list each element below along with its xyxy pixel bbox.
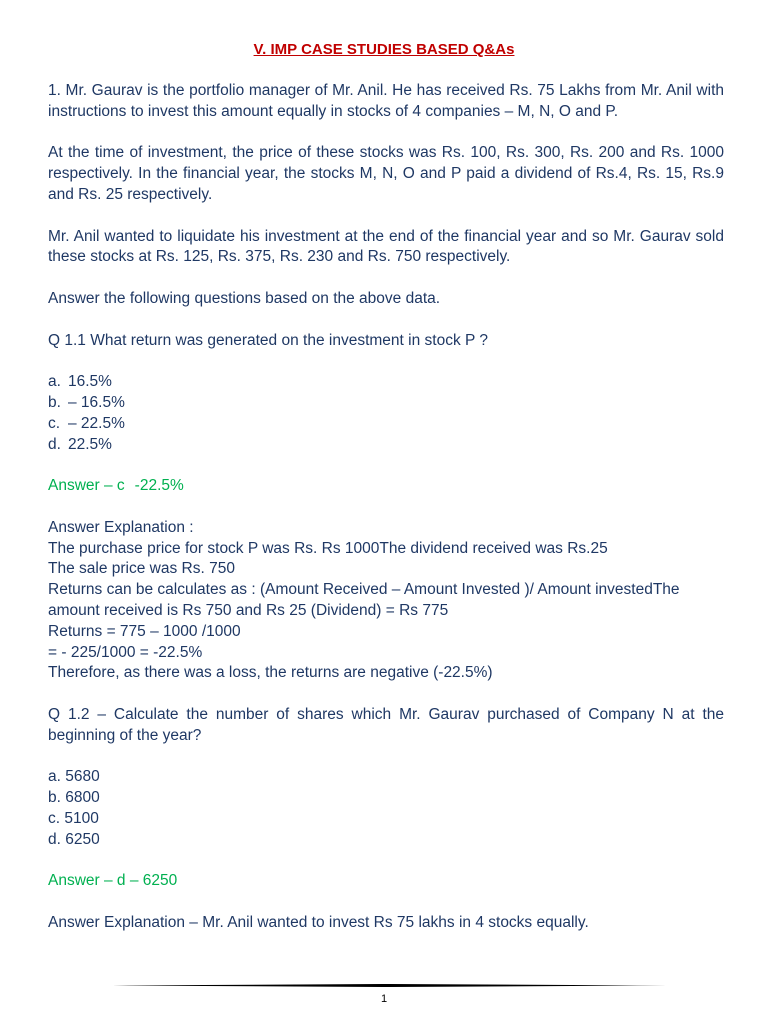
intro-paragraph-4: Answer the following questions based on the above data. — [48, 289, 441, 307]
option-label: b. — [48, 393, 61, 411]
footer-divider — [112, 984, 668, 987]
option-text: – 22.5% — [68, 414, 125, 432]
question-1-2: Q 1.2 – Calculate the number of shares which Mr. Gaurav purchased of Company N at the beginning of the year? — [48, 705, 724, 744]
question-1-2-options — [48, 767, 724, 850]
intro-paragraph-3: Mr. Anil wanted to liquidate his investment at the end of the financial year and so Mr. Gaurav sold these stocks at Rs. 125, Rs. 375, Rs. 230 and Rs. 750 respectively. — [48, 227, 724, 266]
question-1-1: Q 1.1 What return was generated on the investment in stock P ? — [48, 331, 488, 349]
document-body — [48, 81, 724, 934]
question-1-1-options — [48, 372, 724, 455]
page-number: 1 — [380, 993, 388, 1005]
option-label: d. — [48, 830, 61, 848]
option-label: a. — [48, 768, 61, 786]
explanation-line-1: The purchase price for stock P was Rs. Rs 1000The dividend received was Rs.25 — [48, 539, 608, 557]
explanation-line-4: Returns = 775 – 1000 /1000 — [48, 622, 241, 640]
option-label: c. — [48, 414, 61, 432]
explanation-line-5: = - 225/1000 = -22.5% — [48, 643, 203, 661]
option-text: – 16.5% — [68, 393, 125, 411]
option-a — [48, 767, 724, 788]
option-label: c. — [48, 809, 61, 827]
page-title: V. IMP CASE STUDIES BASED Q&As — [253, 41, 515, 58]
answer-value: -22.5% — [134, 477, 184, 495]
explanation-1-2: Answer Explanation – Mr. Anil wanted to invest Rs 75 lakhs in 4 stocks equally. — [48, 913, 589, 931]
explanation-line-2: The sale price was Rs. 750 — [48, 560, 235, 578]
option-text: 16.5% — [68, 373, 112, 391]
option-b — [48, 393, 724, 414]
intro-paragraph-1: 1. Mr. Gaurav is the portfolio manager of Mr. Anil. He has received Rs. 75 Lakhs from Mr. Anil with instructions to invest this amount equally in stocks of 4 companies – M, N, O and P. — [48, 82, 724, 120]
explanation-line-6: Therefore, as there was a loss, the returns are negative (-22.5%) — [48, 664, 493, 682]
option-d — [48, 435, 724, 456]
option-text: 5680 — [65, 768, 100, 786]
explanation-heading: Answer Explanation : — [48, 518, 194, 536]
answer-1-2: Answer – d – 6250 — [48, 872, 178, 890]
answer-1-1 — [48, 476, 724, 497]
option-text: 6250 — [65, 830, 100, 848]
option-c — [48, 414, 724, 435]
option-a — [48, 372, 724, 393]
explanation-line-3: Returns can be calculates as : (Amount Received – Amount Invested )/ Amount investedThe amount received is Rs 750 and Rs 25 (Dividend) = Rs 775 — [48, 581, 680, 619]
option-label: a. — [48, 373, 61, 391]
option-c — [48, 809, 724, 830]
option-d — [48, 830, 724, 851]
option-label: d. — [48, 435, 61, 453]
intro-paragraph-2: At the time of investment, the price of these stocks was Rs. 100, Rs. 300, Rs. 200 and Rs. 1000 respectively. In the financial year, the stocks M, N, O and P paid a dividend of Rs.4, Rs. 15, Rs.9 and Rs. 25 respectively. — [48, 144, 724, 203]
answer-prefix: Answer – c — [48, 477, 125, 495]
option-text: 5100 — [64, 809, 99, 827]
option-text: 6800 — [65, 789, 100, 807]
option-b — [48, 788, 724, 809]
option-text: 22.5% — [68, 435, 112, 453]
option-label: b. — [48, 789, 61, 807]
